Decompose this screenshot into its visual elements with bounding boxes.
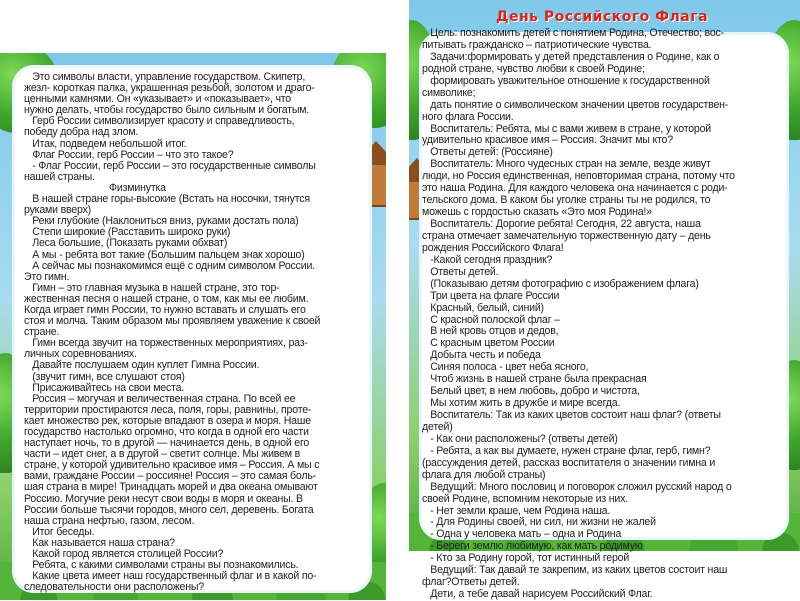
text-line: Ребята, с какими символами страны вы познакомились. (24, 559, 299, 572)
text-line: - Береги землю любимую, как мать родимую (422, 540, 643, 553)
text-line: России больше тысячи городов, много сел, деревень. Богата (24, 503, 314, 516)
text-line: победу добра над злом. (24, 126, 139, 139)
text-line: - Нет земли краше, чем Родина наша. (422, 504, 611, 517)
text-line: Какой город является столицей России? (24, 548, 224, 561)
text-line: рождения Российского Флага! (422, 241, 564, 254)
text-line: Присаживайтесь на свои места. (24, 381, 185, 394)
text-line: Итак, подведем небольшой итог. (24, 137, 187, 150)
text-line: нашей страны. (24, 170, 95, 183)
text-line: Какие цвета имеет наш государственный флаг и в какой по- (24, 570, 317, 583)
text-line: (звучит гимн, все слушают стоя) (24, 370, 185, 383)
text-line: Россия – могучая и величественная страна. По всей ее (24, 392, 296, 405)
text-line: С красной полоской флаг – (422, 313, 560, 326)
text-line: люди, но Россия единственная, неповторимая страна, потому что (422, 170, 735, 183)
text-line: флага для любой страны) (422, 468, 546, 481)
text-line: территории простираются леса, поля, горы, равнины, проте- (24, 403, 312, 416)
text-line: А сейчас мы познакомимся ещё с одним символом России. (24, 259, 315, 272)
text-line: - Ребята, а как вы думаете, нужен стране флаг, герб, гимн? (422, 444, 711, 457)
text-line: Три цвета на флаге России (422, 289, 560, 302)
text-line: кает множество рек, которые впадают в озера и моря. Наше (24, 414, 311, 427)
text-line: стране. (24, 326, 60, 339)
text-line: Красный, белый, синий) (422, 301, 544, 314)
text-line: родной стране, чувство любви к своей Родине; (422, 62, 645, 75)
text-line: Ведущий: Так давай те закрепим, из каких цветов состоит наш (422, 564, 728, 577)
text-line: А мы - ребята вот такие (Большим пальцем знак хорошо) (24, 248, 305, 261)
text-line: формировать уважительное отношение к государственной (422, 74, 710, 87)
text-line: тельского дома. В каком бы уголке страны ты не родился, то (422, 194, 711, 207)
text-line: жезл- короткая палка, украшенная резьбой, золотом и драго- (24, 82, 315, 95)
text-line: Гимн – это главная музыка в нашей стране, это тор- (24, 281, 280, 294)
text-line: Добыта честь и победа (422, 349, 541, 362)
text-line: Воспитатель: Так из каких цветов состоит наш флаг? (ответы (422, 409, 721, 421)
text-line: Воспитатель: Много чудесных стран на земле, везде живут (422, 158, 711, 171)
text-line: Степи широкие (Расставить широко руки) (24, 226, 231, 239)
text-line: шая страна в мире! Тринадцать морей и два океана омывают (24, 481, 318, 494)
text-line: своей Родине, вспомним некоторые из них. (422, 492, 628, 505)
text-line: Воспитатель: Ребята, мы с вами живем в стране, у которой (422, 122, 712, 135)
page-title: День Российского Флага (495, 9, 709, 25)
text-line: стране, у которой удивительно красивое имя – Россия. А мы с (24, 459, 320, 472)
text-line: следовательности они расположены? (24, 581, 204, 594)
text-line: Задачи:формировать у детей представления о Родине, как о (422, 50, 720, 63)
text-line: Реки глубокие (Наклониться вниз, руками достать пола) (24, 215, 299, 228)
text-line: удивительно красивое имя – Россия. Значит мы кто? (422, 134, 673, 147)
text-line: ного флага России. (422, 110, 514, 123)
text-line: Чтоб жизнь в нашей стране была прекрасная (422, 373, 647, 386)
text-line: (рассуждения детей, рассказ воспитателя о значении гимна и (422, 456, 716, 469)
text-line: Мы хотим жить в дружбе и мире всегда. (422, 397, 621, 410)
text-line: детей) (422, 420, 453, 433)
text-line: В нашей стране горы-высокие (Встать на носочки, тянутся (24, 193, 310, 206)
text-line: - Кто за Родину горой, тот истинный герой (422, 552, 630, 565)
text-line: Цель: познакомить детей с понятием Родина, Отечество; вос- (422, 27, 724, 39)
text-line: Ведущий: Много пословиц и поговорок сложил русский народ о (422, 480, 732, 493)
text-line: дать понятие о символическом значении цветов государствен- (422, 98, 729, 111)
text-line: страна отмечает замечательную торжественную дату – день (422, 229, 711, 242)
text-line: Леса большие, (Показать руками обхват) (24, 237, 228, 250)
text-line: Ответы детей. (422, 265, 499, 278)
text-line: можешь с гордостью сказать «Это моя Родина!» (422, 206, 652, 219)
text-line: Дети, а тебе давай нарисуем Российский Флаг. (422, 588, 653, 601)
text-line: питывать гражданско – патриотические чувства. (422, 38, 652, 51)
right-body-text (422, 28, 735, 601)
text-line: В ней кровь отцов и дедов, (422, 325, 559, 338)
text-line: государство настолько огромно, что когда в одной его части (24, 426, 309, 438)
text-line: - Флаг России, герб России – это государственные символы (24, 159, 316, 172)
text-line: флаг?Ответы детей. (422, 576, 520, 589)
text-line: нужно делать, чтобы государство было сильным и богатым. (24, 104, 310, 117)
text-line: стоя и молча. Таким образом мы проявляем уважение к своей (24, 315, 321, 328)
text-line: вами, граждане России – россияне! Россия – это самая боль- (24, 470, 316, 483)
text-line: наша страна нефтью, газом, лесом. (24, 514, 195, 527)
text-line: (Показываю детям фотографию с изображением флага) (422, 277, 699, 290)
text-line: Герб России символизирует красоту и справедливость, (24, 115, 295, 128)
text-line: Итог беседы. (24, 525, 95, 538)
text-line: Как называется наша страна? (24, 536, 175, 549)
text-line: - Как они расположены? (ответы детей) (422, 432, 618, 445)
text-line: С красным цветом России (422, 337, 555, 350)
text-line: Флаг России, герб России – что это такое? (24, 148, 234, 161)
text-line: это наша Родина. Для каждого человека она начинается с роди- (422, 182, 728, 195)
text-line: Россию. Могучие реки несут свои воды в моря и океаны. В (24, 492, 303, 505)
text-line: жественная песня о нашей стране, о том, как мы ее любим. (24, 292, 309, 305)
text-line: - Для Родины своей, ни сил, ни жизни не жалей (422, 516, 656, 529)
text-line: - Одна у человека мать – одна и Родина (422, 528, 622, 541)
text-line: Синяя полоса - цвет неба ясного, (422, 361, 589, 374)
text-line: личных соревнованиях. (24, 348, 137, 361)
text-line: Физминутка (24, 181, 166, 194)
text-line: Ответы детей: (Россияне) (422, 146, 553, 159)
text-line: -Какой сегодня праздник? (422, 253, 553, 266)
text-line: части – идет снег, а в другой – светит солнце. Мы живем в (24, 448, 301, 461)
text-line: ценными камнями. Он «указывает» и «показывает», что (24, 93, 291, 106)
text-line: Воспитатель: Дорогие ребята! Сегодня, 22 августа, наша (422, 218, 701, 230)
text-line: символике; (422, 86, 476, 99)
text-line: Когда играет гимн России, то нужно вставать и слушать его (24, 303, 306, 316)
text-line: Это гимн. (24, 270, 70, 283)
text-line: Белый цвет, в нем любовь, добро и чистота, (422, 385, 640, 398)
text-line: Давайте послушаем один куплет Гимна России. (24, 359, 260, 372)
text-line: Гимн всегда звучит на торжественных мероприятиях, раз- (24, 337, 308, 350)
text-line: наступает ночь, то в другой — начинается день, в одной его (24, 437, 310, 450)
text-line: руками вверх) (24, 204, 91, 217)
text-line: Это символы власти, управление государством. Скипетр, (24, 71, 306, 83)
left-body-text (24, 72, 320, 593)
